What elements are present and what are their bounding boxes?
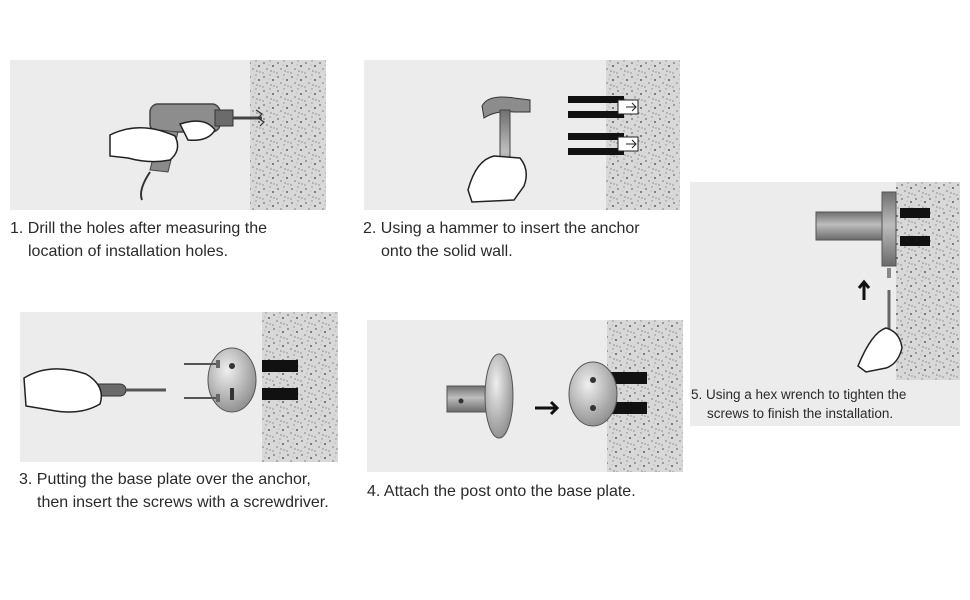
post-icon <box>367 320 683 472</box>
step-2-caption-line2: onto the solid wall. <box>381 243 513 260</box>
step-3-caption-line1: 3. Putting the base plate over the anchor, <box>19 471 311 488</box>
drill-icon <box>10 60 326 210</box>
step-3-illustration <box>20 312 338 462</box>
step-1-caption-line1: 1. Drill the holes after measuring the <box>10 220 268 237</box>
screwdriver-icon <box>20 312 338 462</box>
step-2-illustration <box>364 60 680 210</box>
step-2-caption-line1: 2. Using a hammer to insert the anchor <box>363 220 640 237</box>
step-3-caption-line2: then insert the screws with a screwdriver. <box>37 494 329 511</box>
step-1-illustration <box>10 60 326 210</box>
step-5-caption-line2: screws to finish the installation. <box>707 406 894 421</box>
step-4-caption-line1: 4. Attach the post onto the base plate. <box>367 483 636 500</box>
hammer-icon <box>364 60 680 210</box>
step-4-illustration <box>367 320 683 472</box>
step-1-caption-line2: location of installation holes. <box>28 243 229 260</box>
step-5-caption-line1: 5. Using a hex wrench to tighten the <box>691 387 907 402</box>
